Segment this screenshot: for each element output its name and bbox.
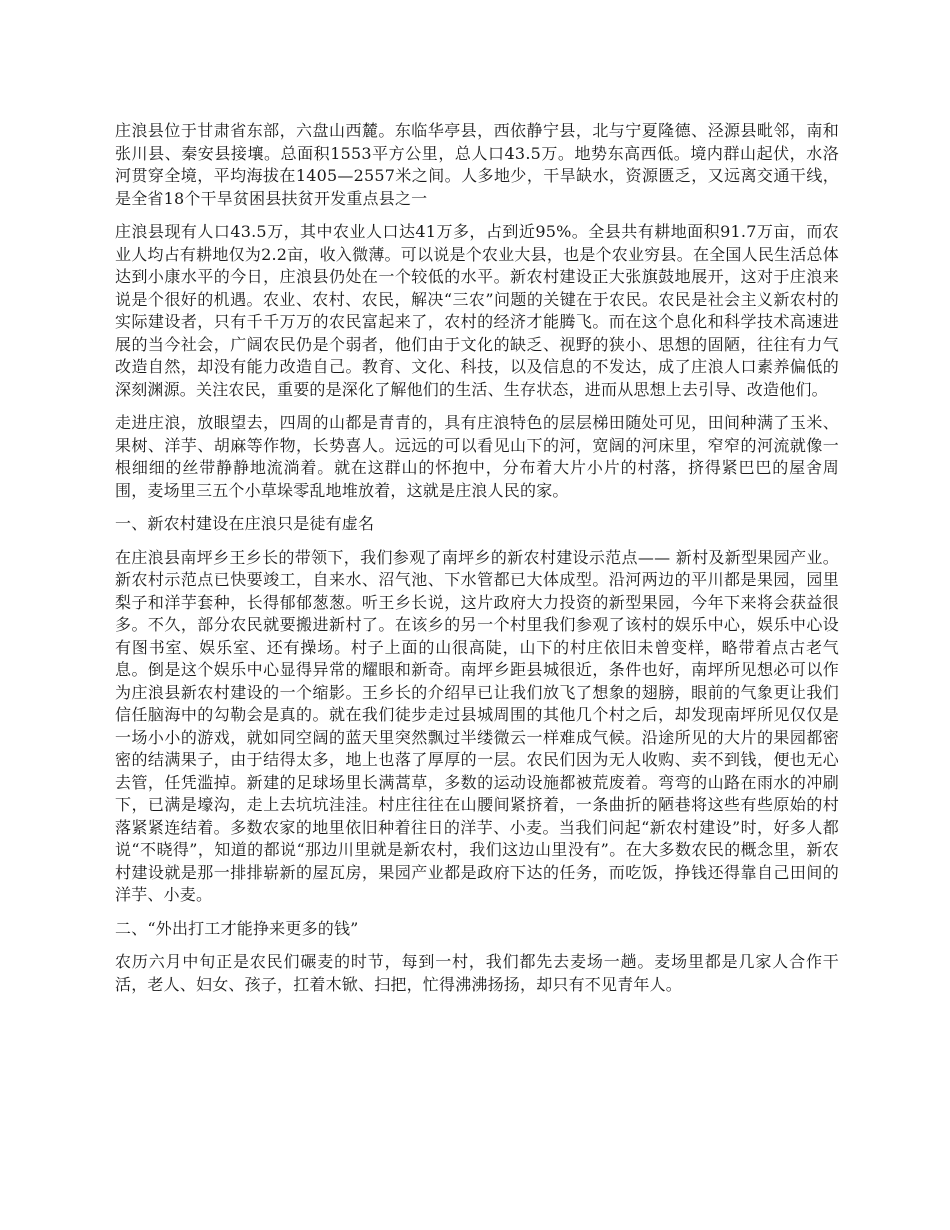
paragraph-harvest: 农历六月中旬正是农民们碾麦的时节，每到一村，我们都先去麦场一趟。麦场里都是几家人合作干活，老人、妇女、孩子，扛着木锨、扫把，忙得沸沸扬扬，却只有不见青年人。: [115, 952, 839, 994]
paragraph-population: 庄浪县现有人口43.5万，其中农业人口达41万多，占到近95%。全县共有耕地面积91.7万亩，而农业人均占有耕地仅为2.2亩，收入微薄。可以说是个农业大县，也是个农业穷县。在全国人民生活总体达到小康水平的今日，庄浪县仍处在一个较低的水平。新农村建设正大张旗鼓地展开，这对于庄浪来说是个很好的机遇。农业、农村、农民，解决“三农”问题的关键在于农民。农民是社会主义新农村的实际建设者，只有千千万万的农民富起来了，农村的经济才能腾飞。而在这个息化和科学技术高速进展的当今社会，广阔农民仍是个弱者，他们由于文化的缺乏、视野的狭小、思想的固陋，往往有力气改造自然，却没有能力改造自己。教育、文化、科技，以及信息的不发达，成了庄浪人口素养偏低的深刻渊源。关注农民，重要的是深化了解他们的生活、生存状态，进而从思想上去引导、改造他们。: [115, 222, 839, 399]
section-heading-1: 一、新农村建设在庄浪只是徒有虚名: [115, 514, 375, 533]
paragraph-overview: 庄浪县位于甘肃省东部，六盘山西麓。东临华亭县，西依静宁县，北与宁夏隆德、泾源县毗邻，南和张川县、秦安县接壤。总面积1553平方公里，总人口43.5万。地势东高西低。境内群山起伏，水洛河贯穿全境，平均海拔在1405—2557米之间。人多地少，干旱缺水，资源匮乏，又远离交通干线，是全省18个干旱贫困县扶贫开发重点县之一: [115, 121, 839, 208]
document-page: [115, 120, 839, 1007]
paragraph-landscape: 走进庄浪，放眼望去，四周的山都是青青的，具有庄浪特色的层层梯田随处可见，田间种满了玉米、果树、洋芋、胡麻等作物，长势喜人。远远的可以看见山下的河，宽阔的河床里，窄窄的河流就像一根细细的丝带静静地流淌着。就在这群山的怀抱中，分布着大片小片的村落，挤得紧巴巴的屋舍周围，麦场里三五个小草垛零乱地堆放着，这就是庄浪人民的家。: [115, 413, 839, 500]
paragraph-nanping-visit: 在庄浪县南坪乡王乡长的带领下，我们参观了南坪乡的新农村建设示范点—— 新村及新型果园产业。新农村示范点已快要竣工，自来水、沼气池、下水管都已大体成型。沿河两边的平川都是果园，园里梨子和洋芋套种，长得郁郁葱葱。听王乡长说，这片政府大力投资的新型果园，今年下来将会获益很多。不久，部分农民就要搬进新村了。在该乡的另一个村里我们参观了该村的娱乐中心，娱乐中心设有图书室、娱乐室、还有操场。村子上面的山很高陡，山下的村庄依旧未曾变样，略带着点古老气息。倒是这个娱乐中心显得异常的耀眼和新奇。南坪乡距县城很近，条件也好，南坪所见想必可以作为庄浪县新农村建设的一个缩影。王乡长的介绍早已让我们放飞了想象的翅膀，眼前的气象更让我们信任脑海中的勾勒会是真的。就在我们徒步走过县城周围的其他几个村之后，却发现南坪所见仅仅是一场小小的游戏，就如同空阔的蓝天里突然飘过半缕微云一样难成气候。沿途所见的大片的果园都密密的结满果子，由于结得太多，地上也落了厚厚的一层。农民们因为无人收购、卖不到钱，便也无心去管，任凭滥掉。新建的足球场里长满蒿草，多数的运动设施都被荒废着。弯弯的山路在雨水的冲刷下，已满是壕沟，走上去坑坑洼洼。村庄往往在山腰间紧挤着，一条曲折的陋巷将这些有些原始的村落紧紧连结着。多数农家的地里依旧种着往日的洋芋、小麦。当我们问起“新农村建设”时，好多人都说“不晓得”，知道的都说“那边川里就是新农村，我们这边山里没有”。在大多数农民的概念里，新农村建设就是那一排排崭新的屋瓦房，果园产业都是政府下达的任务，而吃饭，挣钱还得靠自己田间的洋芋、小麦。: [115, 547, 839, 904]
section-heading-2: 二、“外出打工才能挣来更多的钱”: [115, 918, 359, 938]
